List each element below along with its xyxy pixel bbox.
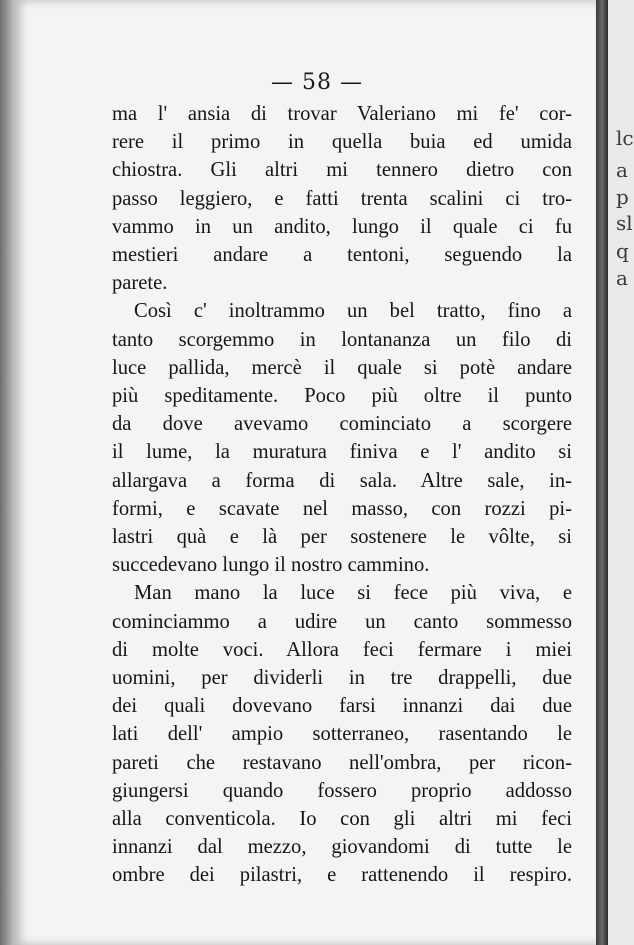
text-line: da dove avevamo cominciato a scorgere (112, 413, 572, 436)
book-gutter (596, 0, 608, 945)
adjacent-page-fragment: q (616, 239, 629, 263)
text-line: tanto scorgemmo in lontananza un filo di (112, 328, 572, 351)
text-line: mestieri andare a tentoni, seguendo la (112, 244, 572, 267)
text-line: Man mano la luce si fece più viva, e (134, 582, 572, 605)
text-line: ombre dei pilastri, e rattenendo il respiro. (112, 864, 572, 887)
text-line: di molte voci. Allora feci fermare i miei (112, 638, 572, 661)
text-line: formi, e scavate nel masso, con rozzi pi- (112, 497, 572, 520)
text-line: lastri quà e là per sostenere le vôlte, si (112, 526, 572, 549)
adjacent-page-edge (608, 0, 634, 945)
text-line: allargava a forma di sala. Altre sale, in- (112, 469, 572, 492)
text-line: luce pallida, mercè il quale si potè andare (112, 356, 572, 379)
text-line: lati dell' ampio sotterraneo, rasentando le (112, 723, 572, 746)
text-line: pareti che restavano nell'ombra, per ricon- (112, 751, 572, 774)
page-number: — 58 — (271, 70, 363, 95)
adjacent-page-fragment: p (616, 185, 629, 209)
text-line: alla conventicola. Io con gli altri mi feci (112, 808, 572, 831)
text-line: vammo in un andito, lungo il quale ci fu (112, 215, 572, 238)
text-line: passo leggiero, e fatti trenta scalini ci tro- (112, 187, 572, 210)
text-line: succedevano lungo il nostro cammino. (112, 554, 430, 577)
text-line: il lume, la muratura finiva e l' andito si (112, 441, 572, 464)
adjacent-page-fragment: a (616, 158, 628, 182)
text-line: ma l' ansia di trovar Valeriano mi fe' cor- (112, 103, 572, 125)
text-line: giungersi quando fossero proprio addosso (112, 779, 572, 802)
text-line: più speditamente. Poco più oltre il punto (112, 385, 572, 408)
adjacent-page-fragment: lc (616, 126, 634, 150)
text-line: innanzi dal mezzo, giovandomi di tutte le (112, 836, 572, 859)
text-line: uomini, per dividerli in tre drappelli, due (112, 667, 572, 690)
text-line: parete. (112, 272, 168, 295)
page-body-text (112, 100, 572, 890)
adjacent-page-fragment: a (616, 266, 628, 290)
text-line: cominciammo a udire un canto sommesso (112, 610, 572, 633)
text-line: chiostra. Gli altri mi tennero dietro con (112, 159, 572, 182)
adjacent-page-fragment: sl (616, 211, 633, 235)
text-line: dei quali dovevano farsi innanzi dai due (112, 695, 572, 718)
text-line: rere il primo in quella buia ed umida (112, 131, 572, 154)
text-line: Così c' inoltrammo un bel tratto, fino a (134, 300, 572, 323)
